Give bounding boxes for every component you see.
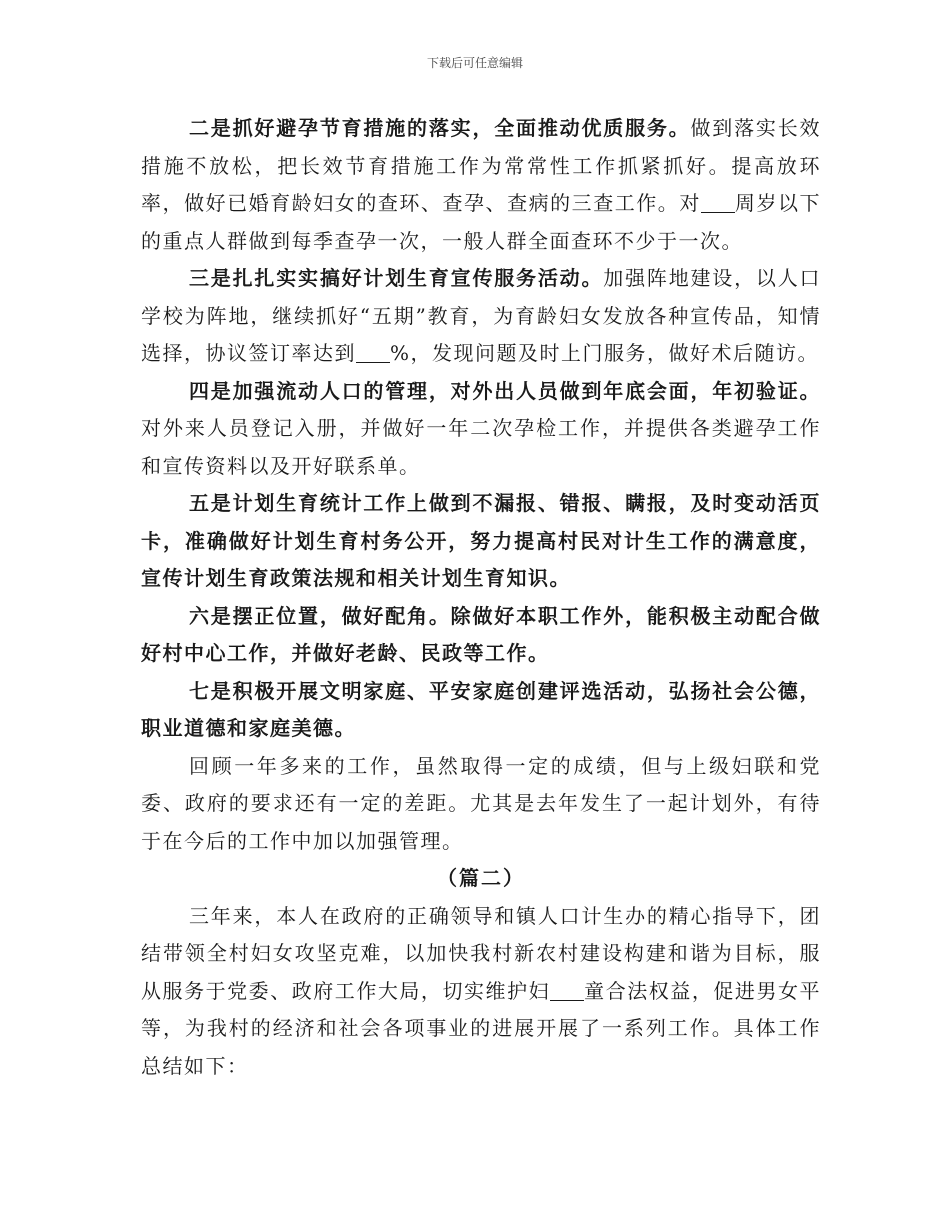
paragraph-lead: 四是加强流动人口的管理，对外出人员做到年底会面，年初验证。 — [189, 378, 821, 403]
fill-in-blank — [550, 980, 584, 1001]
paragraph-text: 三年来，本人在政府的正确领导和镇人口计生办的精心指导下，团结带领全村妇女攻坚克难，以加快我村新农村建设构建和谐为目标，服从服务于党委、政府工作大局，切实维护妇 — [141, 903, 821, 1003]
paragraph-text: %，发现问题及时上门服务，做好术后随访。 — [390, 341, 820, 365]
paragraph-measure-3 — [141, 260, 821, 373]
paragraph-measure-6 — [141, 598, 821, 673]
document-body — [141, 110, 821, 1085]
paragraph-lead: 二是抓好避孕节育措施的落实，全面推动优质服务。 — [189, 116, 691, 140]
paragraph-measure-2 — [141, 110, 821, 260]
paragraph-measure-5: 五是计划生育统计工作上做到不漏报、错报、瞒报，及时变动活页卡，准确做好计划生育村务公开，努力提高村民对计生工作的满意度，宣传计划生育政策法规和相关计划生育知识。 — [141, 491, 821, 590]
paragraph-review: 回顾一年多来的工作，虽然取得一定的成绩，但与上级妇联和党委、政府的要求还有一定的差距。尤其是去年发生了一起计划外，有待于在今后的工作中加以加强管理。 — [141, 753, 821, 853]
paragraph-measure-4 — [141, 373, 821, 486]
paragraph-text: 童合法权益，促进男女平等，为我村的经济和社会各项事业的进展开展了一系列工作。具体工作总结如下： — [141, 978, 822, 1078]
fill-in-blank — [701, 192, 735, 213]
paragraph-measure-7: 七是积极开展文明家庭、平安家庭创建评选活动，弘扬社会公德，职业道德和家庭美德。 — [141, 678, 821, 740]
paragraph-text: 除做好本职工作外，能积极主动配合做好村中心工作，并做好老龄、民政等工作。 — [141, 603, 822, 665]
paragraph-text: 做到落实长效措施不放松，把长效节育措施工作为常常性工作抓紧抓好。提高放环率，做好已婚育龄妇女的查环、查孕、查病的三查工作。对 — [141, 116, 822, 215]
paragraph-text: 对外来人员登记入册，并做好一年二次孕检工作，并提供各类避孕工作和宣传资料以及开好联系单。 — [141, 416, 821, 478]
paragraph-text: 周岁以下的重点人群做到每季查孕一次，一般人群全面查环不少于一次。 — [141, 191, 822, 253]
page-header: 下载后可任意编辑 — [426, 56, 523, 70]
fill-in-blank — [356, 342, 390, 363]
paragraph-lead: 六是摆正位置，做好配角。 — [189, 603, 451, 628]
section-title: （篇二） — [437, 866, 525, 890]
paragraph-lead: 三是扎扎实实搞好计划生育宣传服务活动。 — [189, 266, 604, 290]
paragraph-text: 加强阵地建设，以人口学校为阵地，继续抓好“五期”教育，为育龄妇女发放各种宣传品，知情选择，协议签订率达到 — [141, 266, 822, 365]
paragraph-part-two-intro — [141, 898, 821, 1086]
